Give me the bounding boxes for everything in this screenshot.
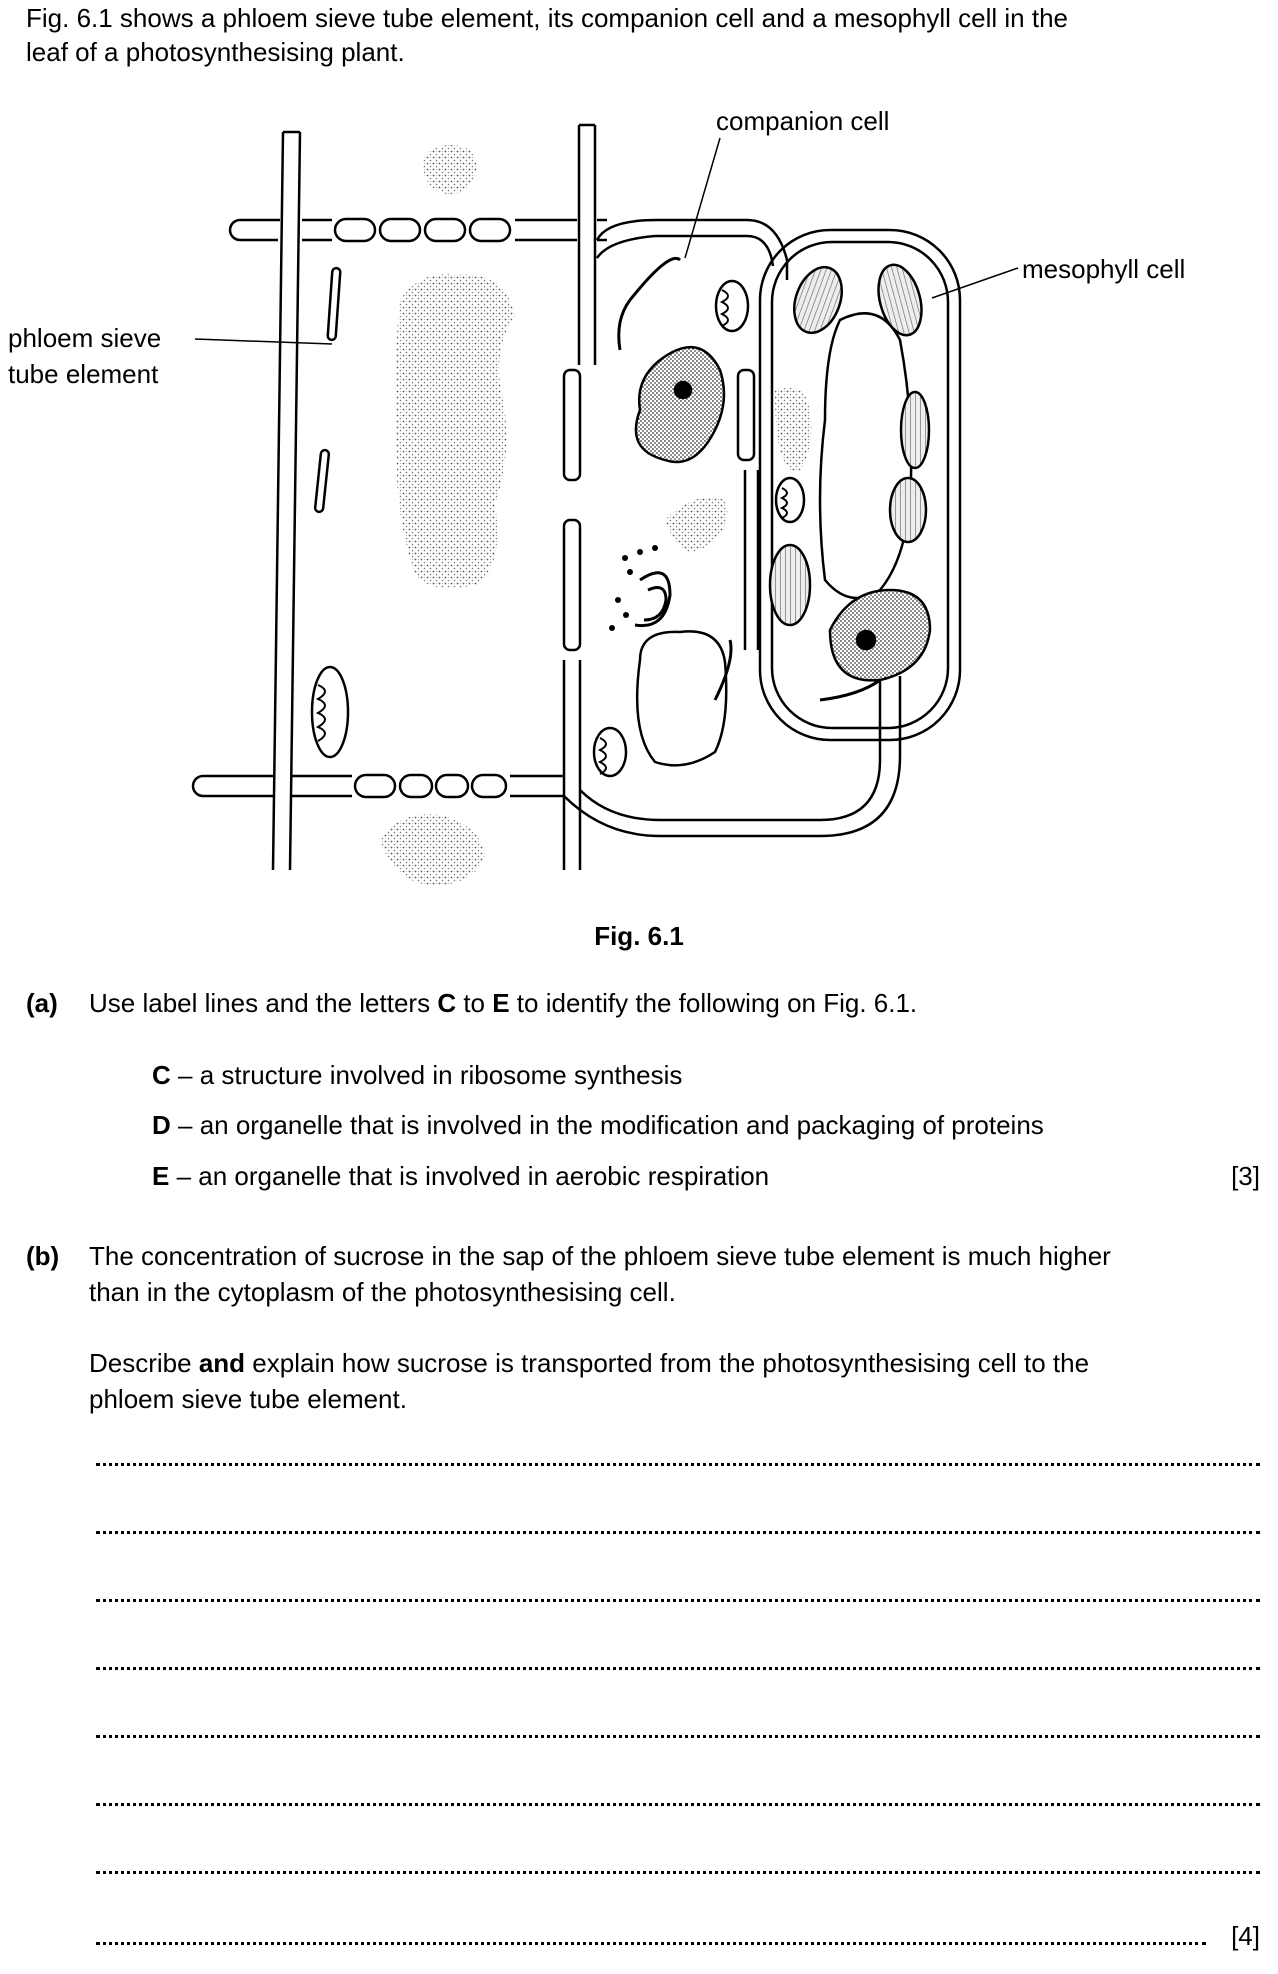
answer-line[interactable]	[96, 1803, 1260, 1806]
label-companion-cell: companion cell	[716, 106, 890, 136]
answer-line[interactable]	[96, 1599, 1260, 1602]
answer-line[interactable]	[96, 1871, 1260, 1874]
marks-b: [4]	[1231, 1921, 1260, 1951]
label-mesophyll-cell: mesophyll cell	[1022, 254, 1186, 284]
question-a-prompt: Use label lines and the letters C to E to identify the following on Fig. 6.1.	[89, 988, 918, 1018]
intro-text	[26, 0, 1266, 70]
item-c: C – a structure involved in ribosome synthesis	[152, 1060, 683, 1090]
label-phloem-line-2: tube element	[8, 359, 159, 389]
intro-line-2: leaf of a photosynthesising plant.	[26, 37, 405, 67]
answer-line[interactable]	[96, 1735, 1260, 1738]
mesophyll-cell	[760, 230, 960, 740]
answer-line[interactable]	[96, 1667, 1260, 1670]
figure-6-1	[0, 100, 1278, 890]
sieve-tube-protein	[395, 274, 515, 588]
item-e: E – an organelle that is involved in aerobic respiration	[152, 1161, 770, 1191]
intro-line-1: Fig. 6.1 shows a phloem sieve tube element, its companion cell and a mesophyll cell in the	[26, 3, 1069, 33]
label-phloem-line-1: phloem sieve	[8, 323, 162, 353]
question-b-label: (b)	[26, 1241, 60, 1271]
marks-a: [3]	[1231, 1161, 1260, 1191]
question-b-para-1: The concentration of sucrose in the sap of the phloem sieve tube element is much higher than in the cytoplasm of the photosynthesising cell.	[89, 1241, 1111, 1307]
item-d: D – an organelle that is involved in the modification and packaging of proteins	[152, 1110, 1044, 1140]
question-a-label: (a)	[26, 988, 58, 1018]
companion-cell	[564, 220, 900, 836]
figure-caption: Fig. 6.1	[594, 921, 684, 951]
question-b-para-2: Describe and explain how sucrose is transported from the photosynthesising cell to the phloem sieve tube element.	[89, 1348, 1090, 1414]
answer-line[interactable]	[96, 1942, 1206, 1945]
answer-line[interactable]	[96, 1531, 1260, 1534]
answer-line[interactable]	[96, 1463, 1260, 1466]
